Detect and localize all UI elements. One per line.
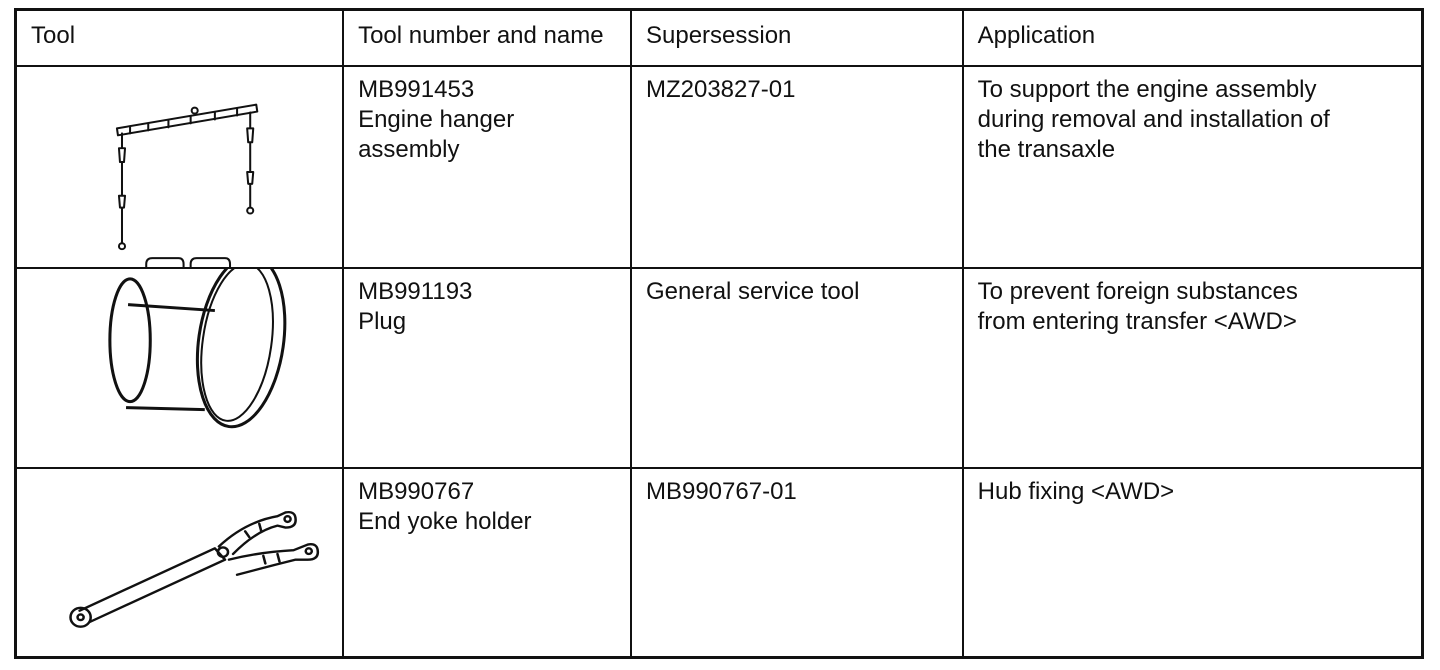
application-text: Hub fixing <AWD> xyxy=(977,478,1175,505)
tool-number: MB991193 xyxy=(358,278,473,305)
tool-image-cell xyxy=(16,468,344,658)
tool-number-and-name-cell xyxy=(343,66,631,268)
application-cell xyxy=(963,268,1423,468)
special-tools-table xyxy=(14,8,1424,659)
supersession-cell: MB990767-01 xyxy=(631,468,963,658)
tool-name: Plug xyxy=(358,308,407,335)
application-cell xyxy=(963,66,1423,268)
header-row xyxy=(16,10,1423,67)
engine-hanger-icon xyxy=(17,67,342,267)
header-tool: Tool xyxy=(16,10,344,67)
tool-number: MB990767 xyxy=(358,478,475,505)
tool-name: assembly xyxy=(358,136,460,163)
tool-number-and-name-cell xyxy=(343,268,631,468)
tool-number-and-name-cell xyxy=(343,468,631,658)
supersession-cell: MZ203827-01 xyxy=(631,66,963,268)
header-tool-number-and-name: Tool number and name xyxy=(343,10,631,67)
tool-number: MB991453 xyxy=(358,76,475,103)
tool-image-cell xyxy=(16,268,344,468)
application-cell xyxy=(963,468,1423,658)
end-yoke-holder-icon xyxy=(17,469,342,656)
application-text: from entering transfer <AWD> xyxy=(977,308,1297,335)
application-text: the transaxle xyxy=(977,136,1116,163)
header-supersession: Supersession xyxy=(631,10,963,67)
application-text: To prevent foreign substances xyxy=(977,278,1298,305)
table-row xyxy=(16,268,1423,468)
header-application: Application xyxy=(963,10,1423,67)
table-row xyxy=(16,468,1423,658)
supersession-cell: General service tool xyxy=(631,268,963,468)
tool-image-cell xyxy=(16,66,344,268)
plug-icon xyxy=(17,269,342,467)
application-text: during removal and installation of xyxy=(977,106,1330,133)
table-row xyxy=(16,66,1423,268)
tool-name: End yoke holder xyxy=(358,508,532,535)
application-text: To support the engine assembly xyxy=(977,76,1317,103)
tool-name: Engine hanger xyxy=(358,106,515,133)
